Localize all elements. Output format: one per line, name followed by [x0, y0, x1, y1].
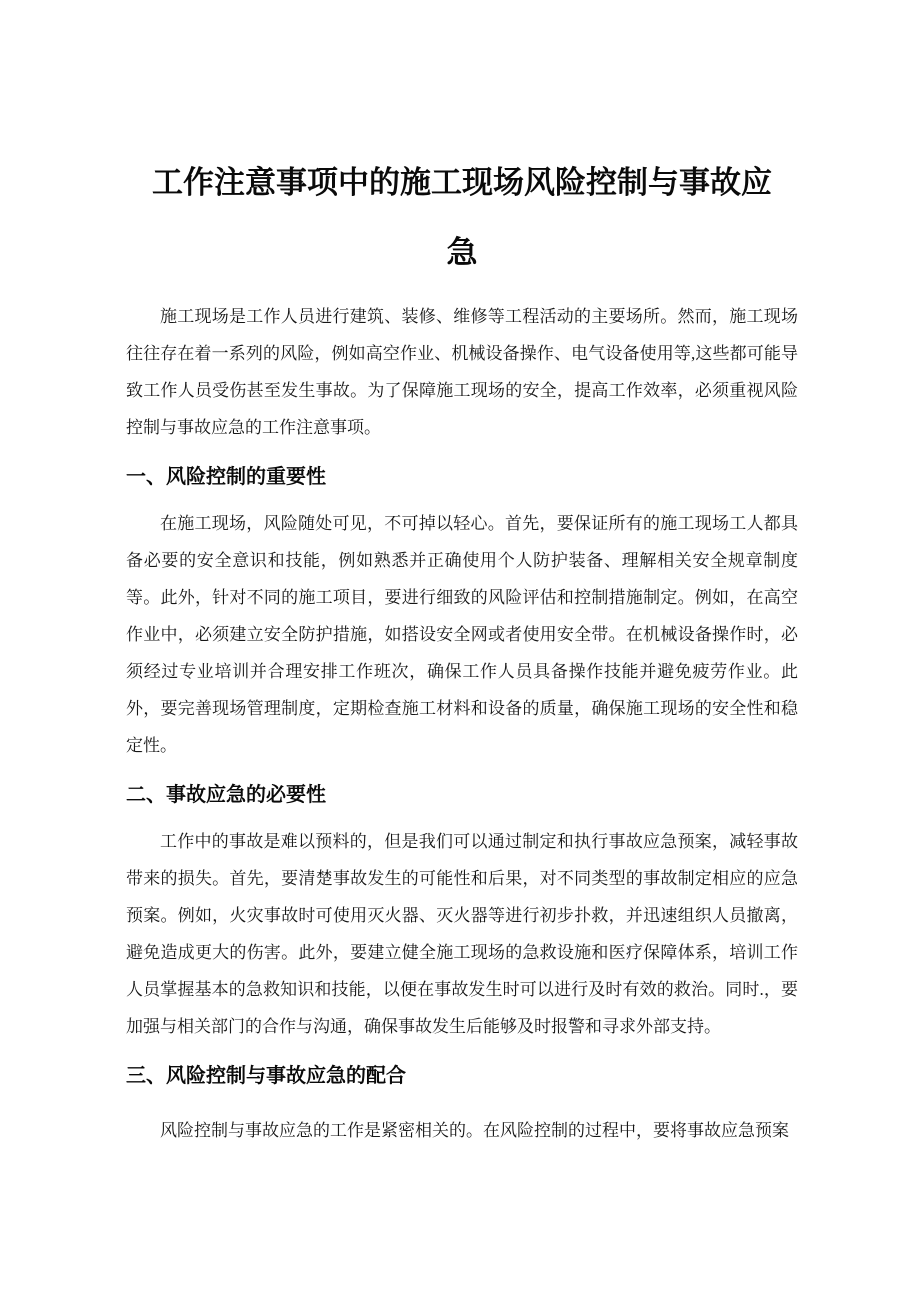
document-title: 工作注意事项中的施工现场风险控制与事故应急: [152, 165, 772, 270]
intro-paragraph: 施工现场是工作人员进行建筑、装修、维修等工程活动的主要场所。然而，施工现场往往存在着一系列的风险，例如高空作业、机械设备操作、电气设备使用等,这些都可能导致工作人员受伤甚至发生事故。为了保障施工现场的安全，提高工作效率，必须重视风险控制与事故应急的工作注意事项。: [126, 307, 798, 437]
section-1-heading: 一、风险控制的重要性: [126, 466, 326, 488]
section-3-heading: 三、风险控制与事故应急的配合: [126, 1065, 406, 1087]
section-2-heading: 二、事故应急的必要性: [126, 784, 326, 806]
section-3-body: 风险控制与事故应急的工作是紧密相关的。在风险控制的过程中，要将事故应急预案: [160, 1121, 789, 1140]
section-2-body: 工作中的事故是难以预料的，但是我们可以通过制定和执行事故应急预案，减轻事故带来的损失。首先，要清楚事故发生的可能性和后果，对不同类型的事故制定相应的应急预案。例如，火灾事故时可使用灭火器、灭火器等进行初步扑救，并迅速组织人员撤离，避免造成更大的伤害。此外，要建立健全施工现场的急救设施和医疗保障体系，培训工作人员掌握基本的急救知识和技能，以便在事故发生时可以进行及时有效的救治。同时.，要加强与相关部门的合作与沟通，确保事故发生后能够及时报警和寻求外部支持。: [126, 832, 798, 1036]
section-1-body: 在施工现场，风险随处可见，不可掉以轻心。首先，要保证所有的施工现场工人都具备必要的安全意识和技能，例如熟悉并正确使用个人防护装备、理解相关安全规章制度等。此外，针对不同的施工项目，要进行细致的风险评估和控制措施制定。例如，在高空作业中，必须建立安全防护措施，如搭设安全网或者使用安全带。在机械设备操作时，必须经过专业培训并合理安排工作班次，确保工作人员具备操作技能并避免疲劳作业。此外，要完善现场管理制度，定期检查施工材料和设备的质量，确保施工现场的安全性和稳定性。: [126, 514, 798, 755]
document-content: [126, 0, 798, 1149]
